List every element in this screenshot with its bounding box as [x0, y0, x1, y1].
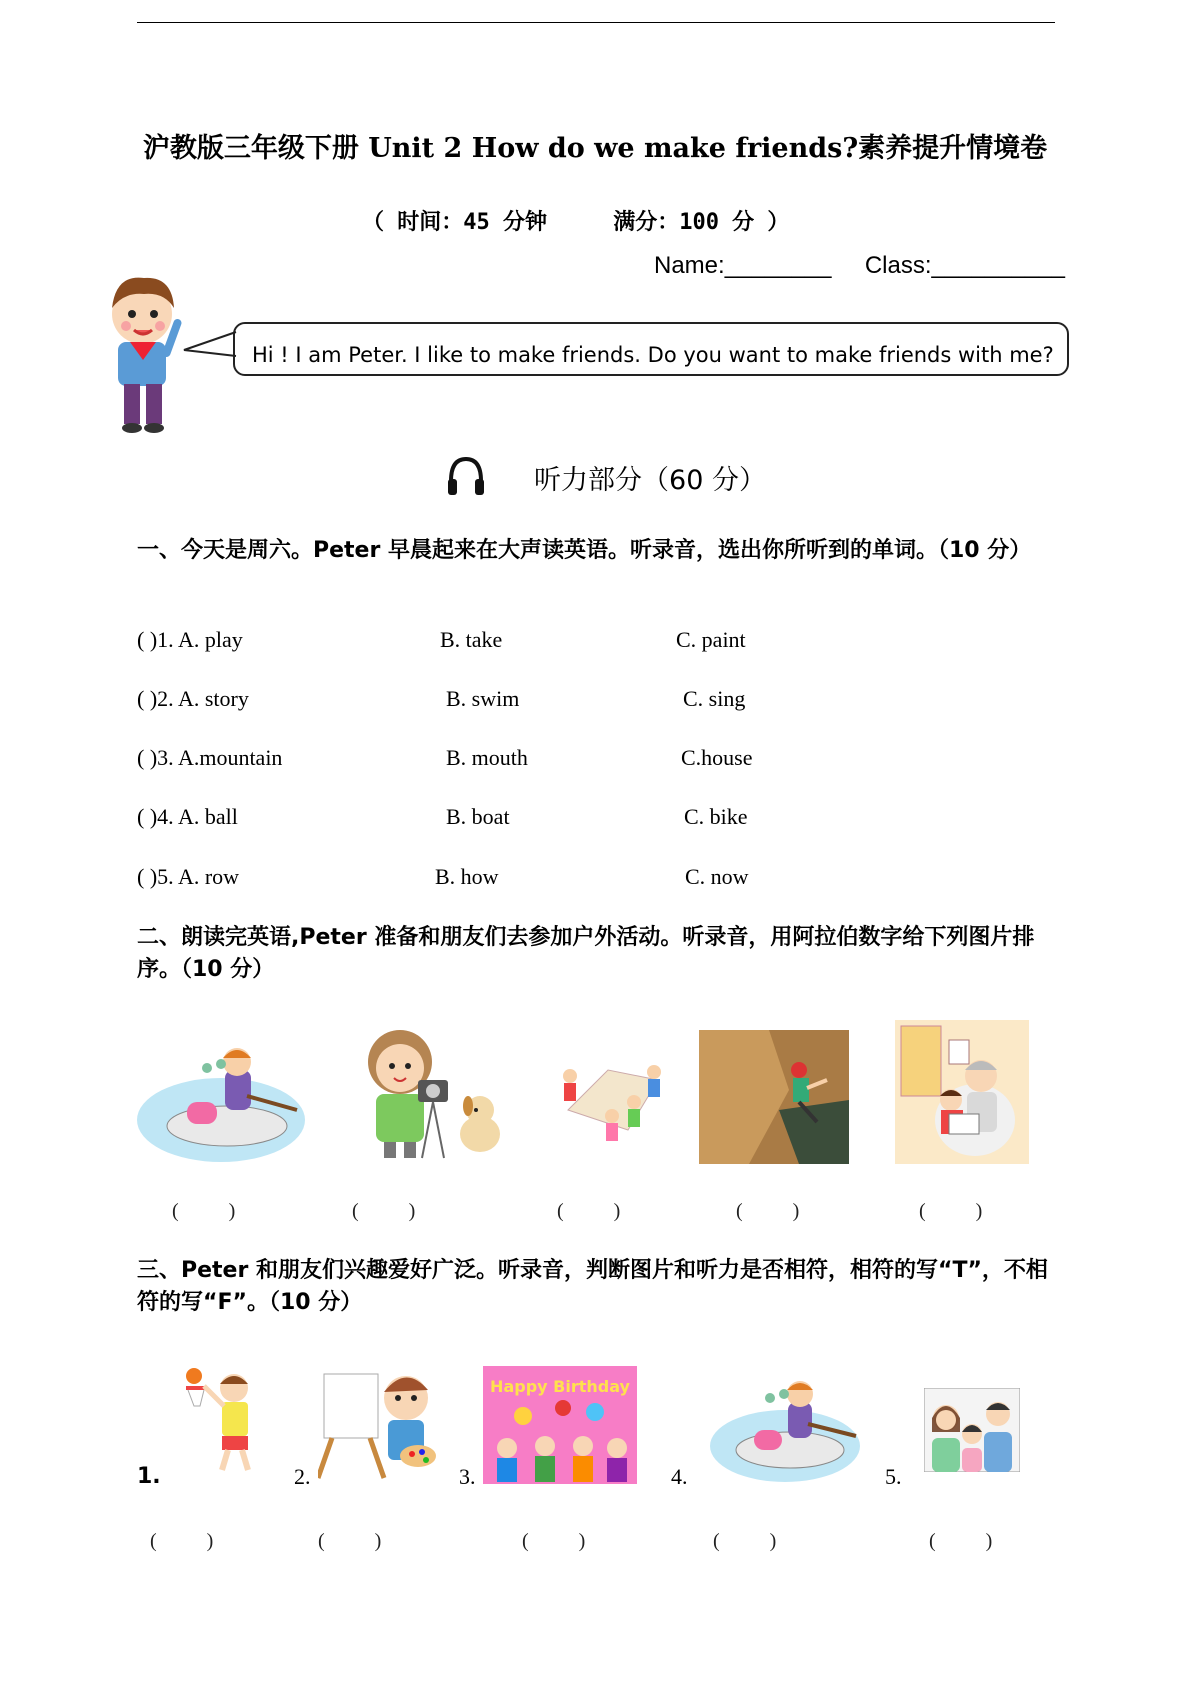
header-rule [137, 22, 1055, 23]
q1-item-2-option-b: B. swim [446, 686, 520, 711]
q3-answer-blank-3[interactable]: ( ) [522, 1530, 586, 1552]
q3-number-4: 4. [671, 1464, 688, 1489]
q3-heading: 三、Peter 和朋友们兴趣爱好广泛。听录音，判断图片和听力是否相符，相符的写“T”，不相符的写“F”。（10 分） [137, 1258, 1048, 1315]
class-field[interactable]: Class:__________ [864, 252, 1065, 279]
speech-bubble-text: Hi ! I am Peter. I like to make friends. Do you want to make friends with me? [252, 343, 1054, 367]
q1-item-4-option-b: B. boat [446, 804, 510, 829]
q1-item-2-option-c: C. sing [683, 686, 746, 711]
q1-item-3-option-c: C.house [681, 745, 753, 770]
q3-image-painting [318, 1360, 442, 1482]
q3-image-rowing [710, 1376, 860, 1484]
q1-item-1-option-c: C. paint [676, 627, 746, 652]
q1-item-5-prefix: ( )5. A. row [137, 864, 240, 889]
speech-bubble-tail [182, 330, 238, 362]
q2-image-reading [895, 1020, 1029, 1164]
q2-answer-blank-5[interactable]: ( ) [919, 1200, 983, 1222]
name-class-line [654, 252, 1065, 280]
q1-heading: 一、今天是周六。Peter 早晨起来在大声读英语。听录音，选出你所听到的单词。（10 分） [137, 538, 1032, 563]
q2-answer-blank-1[interactable]: ( ) [172, 1200, 236, 1222]
q1-item-4-option-c: C. bike [684, 804, 748, 829]
q3-answer-blank-4[interactable]: ( ) [713, 1530, 777, 1552]
q2-image-photo [352, 1024, 512, 1164]
q2-image-rowing [137, 1040, 305, 1164]
q3-answer-blank-5[interactable]: ( ) [929, 1530, 993, 1552]
q3-number-1: 1. [137, 1464, 161, 1489]
q3-number-3: 3. [459, 1464, 476, 1489]
q2-image-climbing [699, 1030, 849, 1164]
q2-answer-blank-4[interactable]: ( ) [736, 1200, 800, 1222]
listening-section-heading: 听力部分（60 分） [534, 465, 766, 496]
q1-item-5-option-c: C. now [685, 864, 749, 889]
birthday-banner-text: Happy Birthday [490, 1377, 630, 1396]
q1-item-3-option-b: B. mouth [446, 745, 528, 770]
q2-heading: 二、朗读完英语,Peter 准备和朋友们去参加户外活动。听录音，用阿拉伯数字给下列图片排序。（10 分） [137, 925, 1035, 982]
q3-answer-blank-1[interactable]: ( ) [150, 1530, 214, 1552]
q2-answer-blank-2[interactable]: ( ) [352, 1200, 416, 1222]
q2-image-hopscotch [548, 1050, 678, 1146]
q3-number-2: 2. [294, 1464, 311, 1489]
q3-image-family [924, 1388, 1020, 1472]
q1-item-3-prefix: ( )3. A.mountain [137, 745, 283, 770]
time-score-info: （ 时间：45 分钟 满分：100 分 ） [362, 210, 790, 235]
q1-item-1-prefix: ( )1. A. play [137, 627, 243, 652]
page-title: 沪教版三年级下册 Unit 2 How do we make friends?素养提升情境卷 [142, 133, 1048, 164]
q1-item-1-option-b: B. take [440, 627, 503, 652]
name-field[interactable]: Name:________ [654, 252, 832, 279]
q3-answer-blank-2[interactable]: ( ) [318, 1530, 382, 1552]
q1-item-5-option-b: B. how [435, 864, 499, 889]
peter-character-image [98, 268, 190, 436]
q1-item-4-prefix: ( )4. A. ball [137, 804, 238, 829]
q3-number-5: 5. [885, 1464, 902, 1489]
q1-item-2-prefix: ( )2. A. story [137, 686, 249, 711]
q3-image-birthday [483, 1366, 637, 1484]
q3-image-basketball [186, 1366, 266, 1478]
q2-answer-blank-3[interactable]: ( ) [557, 1200, 621, 1222]
